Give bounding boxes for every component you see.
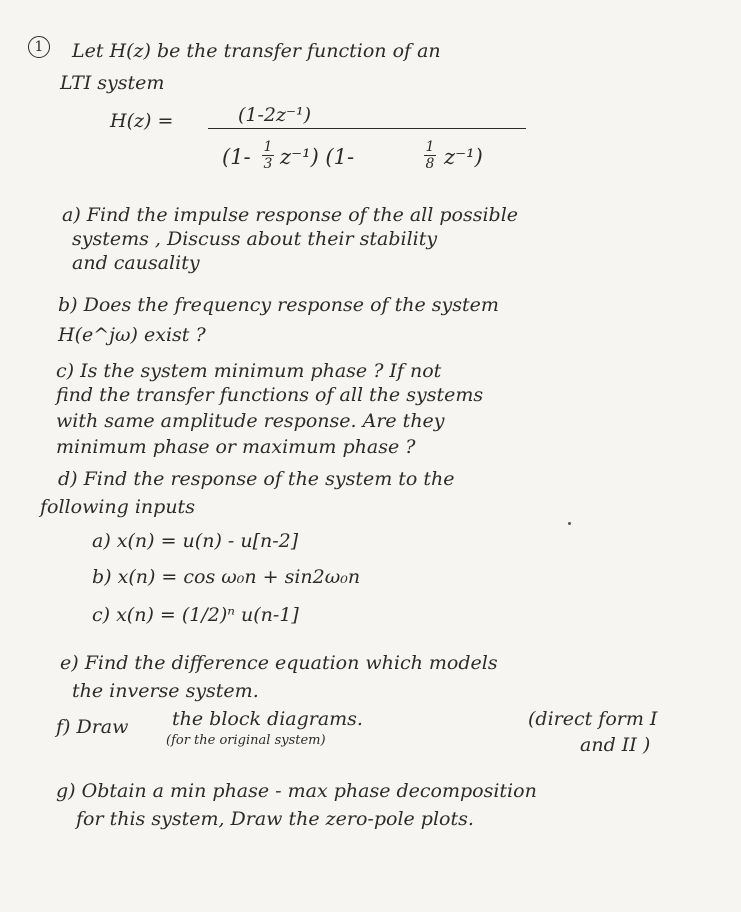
fraction-one-third (262, 140, 274, 171)
part-a-line-2: systems , Discuss about their stability (72, 228, 438, 250)
part-d-input-a: a) x(n) = u(n) - u[n-2] (92, 530, 299, 552)
intro-line-1: Let H(z) be the transfer function of an (72, 40, 441, 62)
part-e-line-1: e) Find the difference equation which models (60, 652, 498, 674)
part-c-line-3: with same amplitude response. Are they (56, 410, 445, 432)
part-d-input-c: c) x(n) = (1/2)ⁿ u(n-1] (92, 604, 299, 626)
part-d-input-b: b) x(n) = cos ω₀n + sin2ω₀n (92, 566, 361, 588)
denominator-part-1: (1- (222, 145, 251, 169)
part-a-line-1: a) Find the impulse response of the all possible (62, 204, 519, 226)
part-d-line-1: d) Find the response of the system to the (58, 468, 455, 490)
part-e-line-2: the inverse system. (72, 680, 259, 702)
fraction-one-eighth-numerator: 1 (425, 139, 435, 155)
fraction-one-eighth (424, 140, 436, 171)
problem-number-circle: 1 (28, 36, 50, 58)
part-a-line-3: and causality (72, 252, 200, 274)
fraction-one-third-numerator: 1 (263, 139, 273, 155)
h-label: H(z) = (110, 110, 174, 132)
fraction-bar (208, 128, 526, 129)
part-g-line-1: g) Obtain a min phase - max phase decomposition (56, 780, 537, 802)
denominator-part-2: z⁻¹) (1- (280, 145, 355, 169)
part-c-line-2: find the transfer functions of all the systems (56, 384, 484, 406)
part-f-direct-form: (direct form I (528, 708, 658, 730)
intro-line-2: LTI system (60, 72, 165, 94)
part-g-line-2: for this system, Draw the zero-pole plots. (76, 808, 474, 830)
part-f-subnote: (for the original system) (166, 733, 326, 748)
denominator-part-3: z⁻¹) (444, 145, 483, 169)
paper-speck (568, 522, 571, 525)
part-c-line-4: minimum phase or maximum phase ? (56, 436, 416, 458)
fraction-one-eighth-denominator: 8 (425, 156, 435, 172)
part-b-line-2: H(e^jω) exist ? (58, 324, 206, 346)
fraction-one-third-denominator: 3 (263, 156, 273, 172)
part-f-and-ii: and II ) (580, 734, 651, 756)
part-d-line-2: following inputs (40, 496, 195, 518)
part-f-label: f) Draw (56, 716, 129, 738)
part-b-line-1: b) Does the frequency response of the system (58, 294, 499, 316)
part-c-line-1: c) Is the system minimum phase ? If not (56, 360, 442, 382)
numerator: (1-2z⁻¹) (238, 104, 312, 126)
part-f-line-1: the block diagrams. (172, 708, 363, 730)
